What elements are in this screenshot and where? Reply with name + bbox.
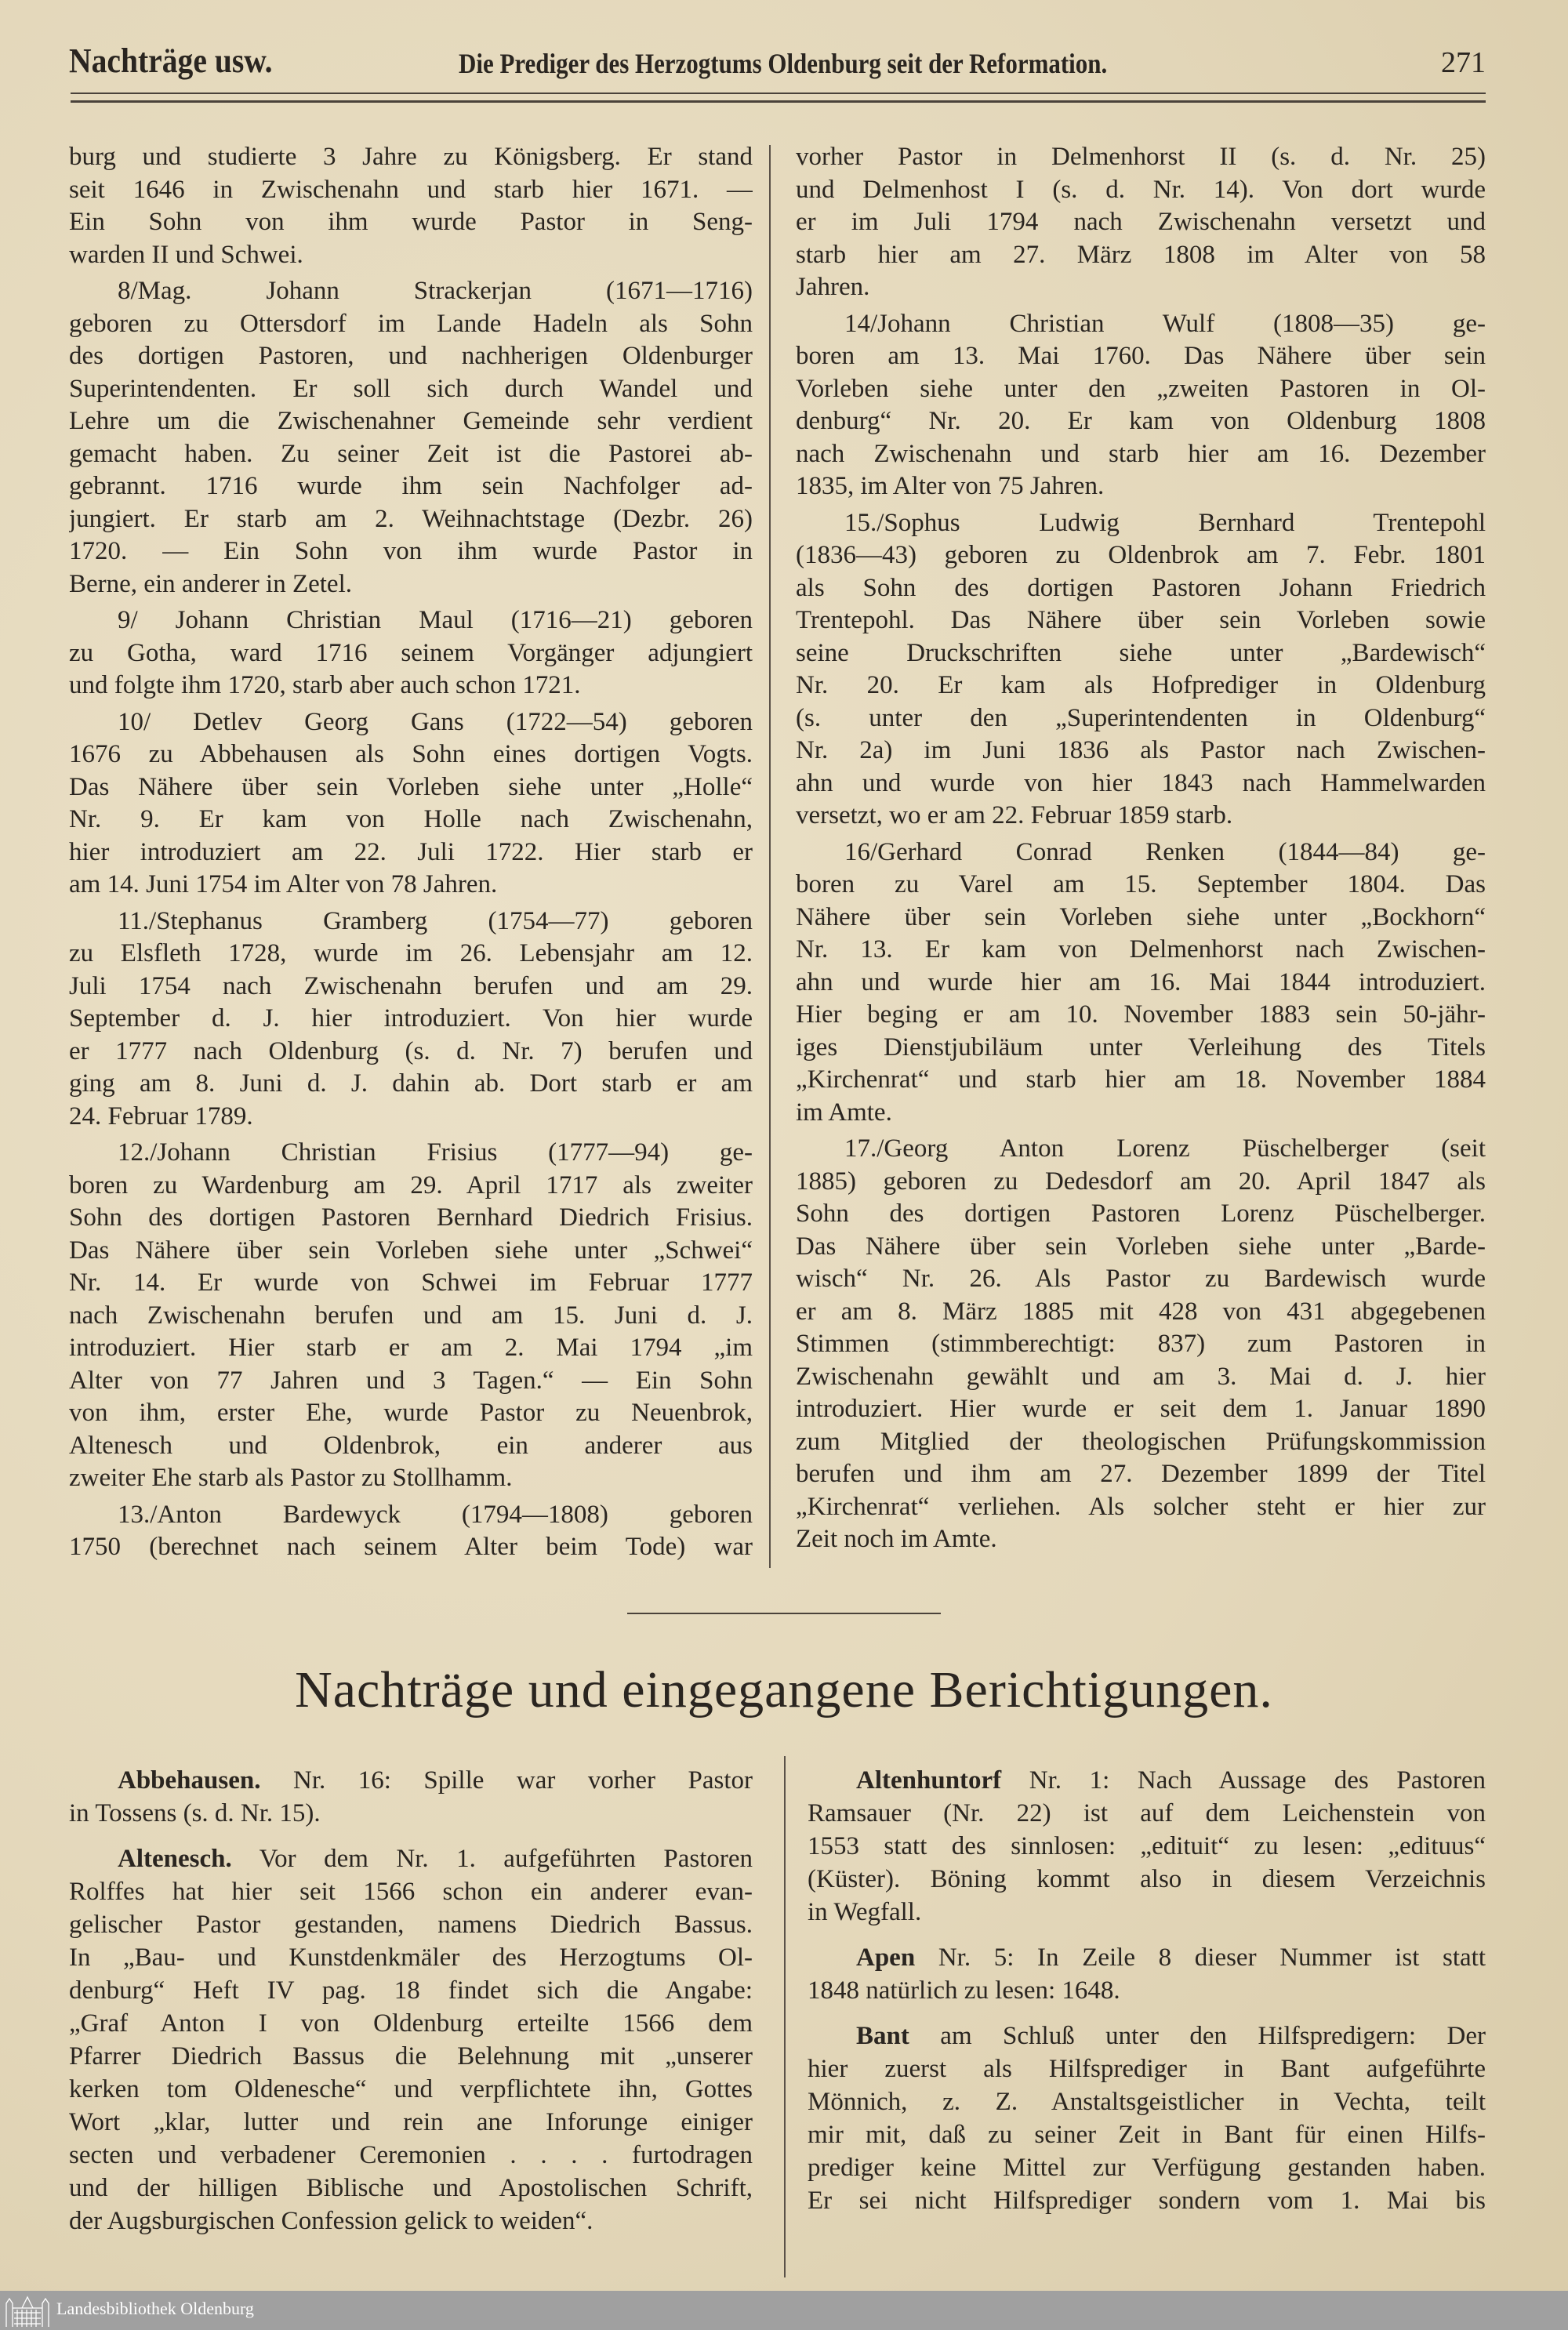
text-line	[69, 1842, 753, 1875]
paragraph	[69, 1499, 753, 1564]
text-line: boren zu Wardenburg am 29. April 1717 als zweiter	[69, 1170, 753, 1199]
text-line: seine Druckschriften siehe unter „Bardewisch“	[796, 638, 1486, 667]
text-line: (s. unter den „Superintendenten in Oldenburg“	[796, 703, 1486, 732]
text-line: 1835, im Alter von 75 Jahren.	[796, 472, 1105, 500]
text-line: des dortigen Pastoren, und nachherigen Oldenburger	[69, 342, 753, 370]
text-line: und der hilligen Biblische und Apostolischen Schrift,	[69, 2174, 753, 2202]
section-rule	[627, 1613, 941, 1614]
paragraph	[808, 2020, 1486, 2217]
text-line: gebrannt. 1716 wurde ihm sein Nachfolger ad-	[69, 472, 753, 500]
text-line: Rolffes hat hier seit 1566 schon ein anderer evan-	[69, 1878, 753, 1906]
text-line: 9/ Johann Christian Maul (1716—21) geboren	[118, 606, 753, 634]
lower-right-column	[808, 1764, 1486, 2217]
text-line: zu Gotha, ward 1716 seinem Vorgänger adjungiert	[69, 638, 753, 667]
text-line: hier introduziert am 22. Juli 1722. Hier starb er	[69, 837, 753, 866]
text-line: boren zu Varel am 15. September 1804. Das	[796, 870, 1486, 898]
text-line: Sohn des dortigen Pastoren Lorenz Püschelberger.	[796, 1199, 1486, 1228]
text-line: 16/Gerhard Conrad Renken (1844—84) ge-	[844, 837, 1486, 866]
text-line: er im Juli 1794 nach Zwischenahn versetzt und	[796, 208, 1486, 236]
text-line: Juli 1754 nach Zwischenahn berufen und am 29.	[69, 971, 753, 1000]
header-rule-bottom	[71, 100, 1486, 103]
text-line: Sohn des dortigen Pastoren Bernhard Diedrich Frisius.	[69, 1203, 753, 1232]
text-line: Lehre um die Zwischenahner Gemeinde sehr verdient	[69, 407, 753, 435]
text-line: „Kirchenrat“ verliehen. Als solcher steht er hier zur	[796, 1492, 1486, 1521]
text-line: Mönnich, z. Z. Anstaltsgeistlicher in Vechta, teilt	[808, 2088, 1486, 2116]
text-line: im Amte.	[796, 1098, 892, 1127]
paragraph	[808, 1941, 1486, 2007]
text-line: 1885) geboren zu Dedesdorf am 20. April 1847 als	[796, 1167, 1486, 1196]
text-line: Ein Sohn von ihm wurde Pastor in Seng-	[69, 208, 753, 236]
upper-left-column	[69, 141, 753, 1564]
text-line: 1676 zu Abbehausen als Sohn eines dortigen Vogts.	[69, 740, 753, 768]
text-line: mir mit, daß zu seiner Zeit in Bant für einen Hilfs-	[808, 2121, 1486, 2149]
text-line: Pfarrer Diedrich Bassus die Belehnung mit „unserer	[69, 2042, 753, 2071]
text-line: denburg“ Nr. 20. Er kam von Oldenburg 1808	[796, 407, 1486, 435]
text-line: warden II und Schwei.	[69, 240, 303, 269]
text-line: 1553 statt des sinnlosen: „edituit“ zu lesen: „edituus“	[808, 1832, 1486, 1860]
line-text: Nr. 1: Nach Aussage des Pastoren	[1001, 1766, 1486, 1795]
text-line: Ramsauer (Nr. 22) ist auf dem Leichenstein von	[808, 1799, 1486, 1827]
text-line: Nr. 2a) im Juni 1836 als Pastor nach Zwischen-	[796, 736, 1486, 764]
column-divider	[769, 145, 771, 1568]
library-building-logo-icon	[5, 2292, 50, 2328]
text-line: secten und verbadener Ceremonien . . . . furtodragen	[69, 2141, 753, 2169]
text-line: Wort „klar, lutter und rein ane Inforunge einiger	[69, 2108, 753, 2136]
text-line: nach Zwischenahn und starb hier am 16. Dezember	[796, 439, 1486, 468]
text-line: Das Nähere über sein Vorleben siehe unter „Schwei“	[69, 1236, 753, 1265]
text-line	[808, 1764, 1486, 1797]
text-line: starb hier am 27. März 1808 im Alter von 58	[796, 240, 1486, 269]
text-line: als Sohn des dortigen Pastoren Johann Friedrich	[796, 573, 1486, 602]
text-line: 14/Johann Christian Wulf (1808—35) ge-	[844, 309, 1486, 338]
text-line: 1720. — Ein Sohn von ihm wurde Pastor in	[69, 537, 753, 565]
text-line: zu Elsfleth 1728, wurde im 26. Lebensjahr am 12.	[69, 939, 753, 967]
column-divider-lower	[784, 1756, 786, 2277]
text-line: boren am 13. Mai 1760. Das Nähere über sein	[796, 342, 1486, 370]
text-line: introduziert. Hier wurde er seit dem 1. Januar 1890	[796, 1395, 1486, 1423]
text-line: (1836—43) geboren zu Oldenbrok am 7. Febr. 1801	[796, 541, 1486, 569]
text-line: zum Mitglied der theologischen Prüfungskommission	[796, 1427, 1486, 1456]
running-head-left: Nachträge usw.	[69, 42, 273, 80]
header-rule-top	[71, 93, 1486, 94]
lower-left-column	[69, 1764, 753, 2237]
text-line: kerken tom Oldenesche“ und verpflichtete ihn, Gottes	[69, 2075, 753, 2103]
text-line: iges Dienstjubiläum unter Verleihung des Titels	[796, 1033, 1486, 1062]
text-line: von ihm, erster Ehe, wurde Pastor zu Neuenbrok,	[69, 1399, 753, 1427]
text-line: 8/Mag. Johann Strackerjan (1671—1716)	[118, 277, 753, 305]
running-head-title: Die Prediger des Herzogtums Oldenburg seit der Reformation.	[459, 48, 1108, 79]
line-text: Vor dem Nr. 1. aufgeführten Pastoren	[231, 1845, 753, 1873]
text-line: Stimmen (stimmberechtigt: 837) zum Pastoren in	[796, 1330, 1486, 1358]
text-line: gelischer Pastor gestanden, namens Diedrich Bassus.	[69, 1911, 753, 1939]
paragraph	[69, 1764, 753, 1830]
line-text: Nr. 5: In Zeile 8 dieser Nummer ist statt	[915, 1943, 1486, 1972]
text-line: 1848 natürlich zu lesen: 1648.	[808, 1976, 1120, 2005]
text-line: denburg“ Heft IV pag. 18 findet sich die Angabe:	[69, 1976, 753, 2005]
paragraph	[69, 141, 753, 271]
text-line: in Tossens (s. d. Nr. 15).	[69, 1799, 321, 1827]
text-line: berufen und ihm am 27. Dezember 1899 der Titel	[796, 1460, 1486, 1488]
text-line: 12./Johann Christian Frisius (1777—94) ge-	[118, 1138, 753, 1167]
text-line: Nr. 13. Er kam von Delmenhorst nach Zwischen-	[796, 935, 1486, 964]
text-line: Nr. 14. Er wurde von Schwei im Februar 1777	[69, 1268, 753, 1297]
text-line: introduziert. Hier starb er am 2. Mai 1794 „im	[69, 1334, 753, 1362]
text-line	[808, 1941, 1486, 1974]
text-line: jungiert. Er starb am 2. Weihnachtstage (Dezbr. 26)	[69, 504, 753, 533]
text-line: wisch“ Nr. 26. Als Pastor zu Bardewisch wurde	[796, 1265, 1486, 1293]
page-number: 271	[1441, 46, 1486, 79]
footer-bar	[0, 2291, 1568, 2330]
text-line: Das Nähere über sein Vorleben siehe unter „Holle“	[69, 772, 753, 801]
text-line: seit 1646 in Zwischenahn und starb hier 1671. —	[69, 175, 753, 204]
paragraph	[796, 141, 1486, 304]
text-line: gemacht haben. Zu seiner Zeit ist die Pastorei ab-	[69, 439, 753, 468]
text-line: ging am 8. Juni d. J. dahin ab. Dort starb er am	[69, 1069, 753, 1098]
text-line: ahn und wurde hier am 16. Mai 1844 introduziert.	[796, 967, 1486, 996]
paragraph	[796, 837, 1486, 1130]
entry-keyword: Altenhuntorf	[856, 1766, 1002, 1795]
text-line	[69, 1764, 753, 1797]
text-line: Nr. 9. Er kam von Holle nach Zwischenahn,	[69, 805, 753, 833]
text-line: Zwischenahn gewählt und am 3. Mai d. J. hier	[796, 1362, 1486, 1391]
section-heading: Nachträge und eingegangene Berichtigungen.	[295, 1661, 1273, 1718]
text-line: Zeit noch im Amte.	[796, 1525, 997, 1553]
text-line: Nr. 20. Er kam als Hofprediger in Oldenburg	[796, 671, 1486, 699]
text-line: er 1777 nach Oldenburg (s. d. Nr. 7) berufen und	[69, 1036, 753, 1065]
paragraph	[69, 1137, 753, 1495]
text-line: Nähere über sein Vorleben siehe unter „Bockhorn“	[796, 902, 1486, 931]
text-line: „Graf Anton I von Oldenburg erteilte 1566 dem	[69, 2009, 753, 2038]
text-line: In „Bau- und Kunstdenkmäler des Herzogtums Ol-	[69, 1943, 753, 1972]
paragraph	[796, 507, 1486, 833]
entry-keyword: Altenesch.	[118, 1845, 232, 1873]
text-line	[808, 2020, 1486, 2052]
text-line: prediger keine Mittel zur Verfügung gestanden haben.	[808, 2154, 1486, 2182]
text-line: Jahren.	[796, 273, 870, 301]
text-line: ahn und wurde von hier 1843 nach Hammelwarden	[796, 768, 1486, 797]
text-line: Trentepohl. Das Nähere über sein Vorleben sowie	[796, 606, 1486, 634]
paragraph	[69, 275, 753, 601]
text-line: September d. J. hier introduziert. Von hier wurde	[69, 1004, 753, 1033]
text-line: und folgte ihm 1720, starb aber auch schon 1721.	[69, 671, 581, 699]
upper-right-column	[796, 141, 1486, 1556]
paragraph	[69, 906, 753, 1134]
text-line: er am 8. März 1885 mit 428 von 431 abgegebenen	[796, 1297, 1486, 1326]
text-line: in Wegfall.	[808, 1898, 922, 1926]
text-line: 11./Stephanus Gramberg (1754—77) geboren	[118, 906, 753, 935]
text-line: versetzt, wo er am 22. Februar 1859 starb.	[796, 801, 1233, 829]
paragraph	[808, 1764, 1486, 1929]
text-line: Das Nähere über sein Vorleben siehe unter „Barde-	[796, 1232, 1486, 1261]
text-line: Superintendenten. Er soll sich durch Wandel und	[69, 374, 753, 403]
entry-keyword: Bant	[856, 2022, 909, 2050]
paragraph	[69, 604, 753, 702]
text-line: vorher Pastor in Delmenhorst II (s. d. Nr. 25)	[796, 143, 1486, 171]
text-line: zweiter Ehe starb als Pastor zu Stollhamm.	[69, 1464, 513, 1492]
text-line: der Augsburgischen Confession gelick to weiden“.	[69, 2207, 593, 2235]
paragraph	[796, 1133, 1486, 1556]
text-line: (Küster). Böning kommt also in diesem Verzeichnis	[808, 1865, 1486, 1893]
text-line: 17./Georg Anton Lorenz Püschelberger (seit	[844, 1134, 1486, 1163]
entry-keyword: Apen	[856, 1943, 916, 1972]
paragraph	[69, 706, 753, 902]
text-line: nach Zwischenahn berufen und am 15. Juni d. J.	[69, 1301, 753, 1330]
text-line: Hier beging er am 10. November 1883 sein 50-jähr-	[796, 1000, 1486, 1029]
text-line: geboren zu Ottersdorf im Lande Hadeln als Sohn	[69, 309, 753, 338]
text-line: 10/ Detlev Georg Gans (1722—54) geboren	[118, 707, 753, 736]
paragraph	[69, 1842, 753, 2237]
text-line: 15./Sophus Ludwig Bernhard Trentepohl	[844, 508, 1486, 537]
text-line: hier zuerst als Hilfsprediger in Bant aufgeführte	[808, 2055, 1486, 2083]
entry-keyword: Abbehausen.	[118, 1766, 261, 1795]
text-line: Alter von 77 Jahren und 3 Tagen.“ — Ein Sohn	[69, 1366, 753, 1395]
text-line: „Kirchenrat“ und starb hier am 18. November 1884	[796, 1065, 1486, 1094]
paragraph	[796, 308, 1486, 503]
library-name: Landesbibliothek Oldenburg	[56, 2299, 254, 2318]
text-line: 24. Februar 1789.	[69, 1101, 253, 1131]
line-text: Nr. 16: Spille war vorher Pastor	[260, 1766, 753, 1795]
text-line: 13./Anton Bardewyck (1794—1808) geboren	[118, 1500, 753, 1529]
text-line: Vorleben siehe unter den „zweiten Pastoren in Ol-	[796, 374, 1486, 403]
text-line: Berne, ein anderer in Zetel.	[69, 569, 352, 598]
text-line: burg und studierte 3 Jahre zu Königsberg. Er stand	[69, 143, 753, 171]
text-line: 1750 (berechnet nach seinem Alter beim Tode) war	[69, 1533, 753, 1561]
line-text: am Schluß unter den Hilfspredigern: Der	[909, 2022, 1486, 2050]
text-line: Altenesch und Oldenbrok, ein anderer aus	[69, 1431, 753, 1460]
text-line: und Delmenhost I (s. d. Nr. 14). Von dort wurde	[796, 175, 1486, 204]
text-line: Er sei nicht Hilfsprediger sondern vom 1. Mai bis	[808, 2187, 1486, 2215]
text-line: am 14. Juni 1754 im Alter von 78 Jahren.	[69, 870, 498, 898]
